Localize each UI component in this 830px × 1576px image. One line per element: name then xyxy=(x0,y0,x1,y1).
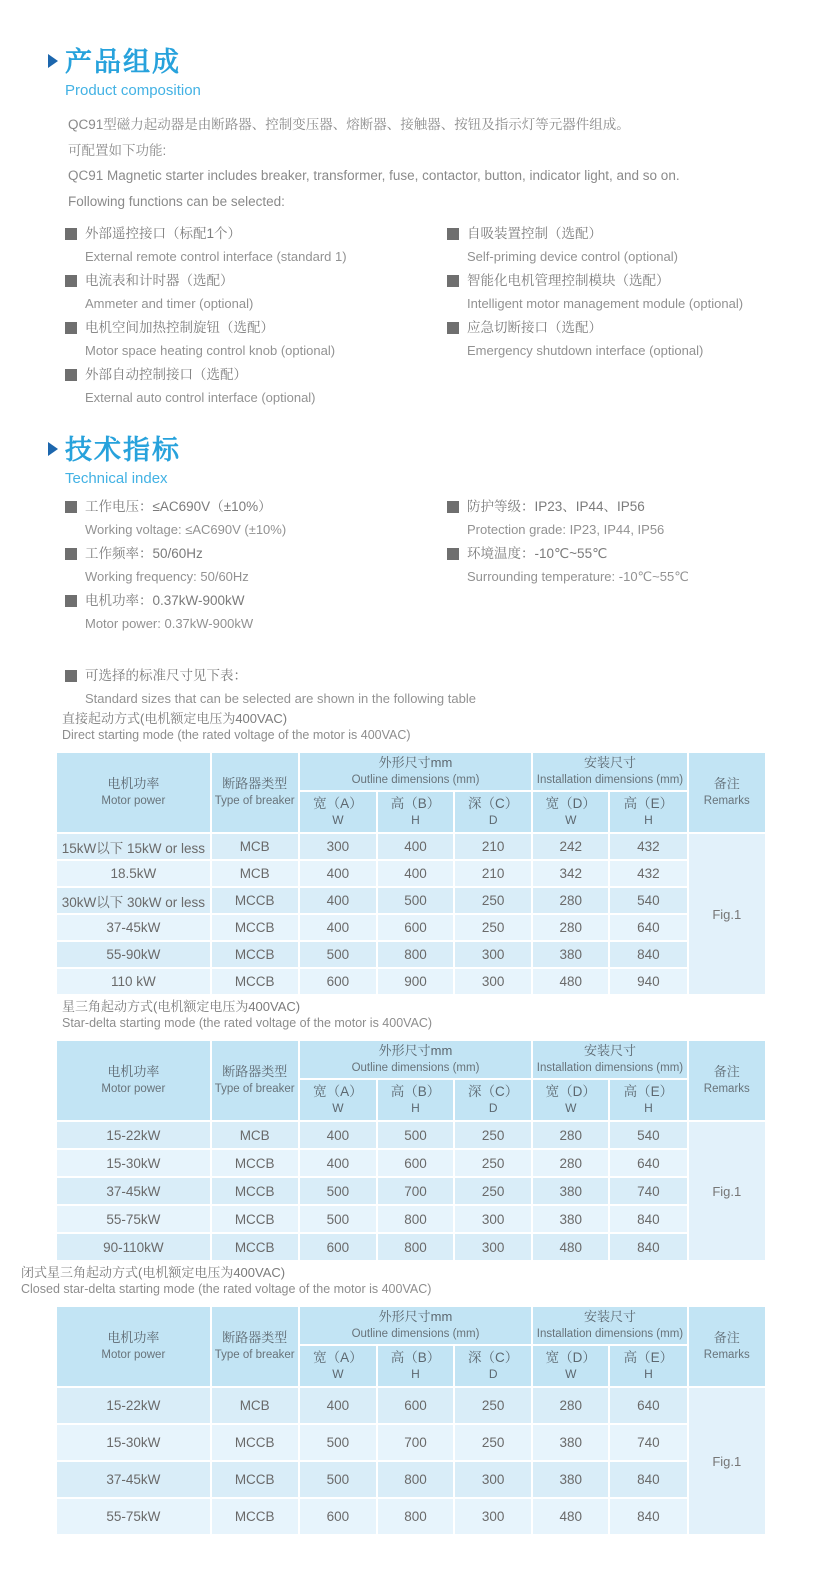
bullet-square-icon xyxy=(447,501,459,513)
cell-height-e: 640 xyxy=(610,1150,686,1176)
cell-width-d: 380 xyxy=(533,1425,608,1460)
col-header-breaker-type: 断路器类型 Type of breaker xyxy=(212,753,298,832)
spec-line-zh xyxy=(65,542,447,565)
cell-width-a: 600 xyxy=(300,1234,376,1260)
cell-height-e: 640 xyxy=(610,1388,686,1423)
col-header-dimension: 高（E） H xyxy=(610,792,686,832)
col-header-remarks: 备注 Remarks xyxy=(689,753,765,832)
closed-star-delta-table-block xyxy=(21,1264,770,1536)
bullet-square-icon xyxy=(447,322,459,334)
cell-height-e: 540 xyxy=(610,1122,686,1148)
feature-item xyxy=(65,316,447,362)
cell-depth-c: 300 xyxy=(455,1234,531,1260)
cell-width-d: 280 xyxy=(533,915,608,940)
feature-columns xyxy=(65,222,788,410)
cell-height-b: 800 xyxy=(378,942,453,967)
col-header-dimension: 高（B） H xyxy=(378,1346,453,1386)
spec-text-zh: 电机功率：0.37kW-900kW xyxy=(85,593,245,608)
cell-height-b: 500 xyxy=(378,1122,453,1148)
cell-width-d: 480 xyxy=(533,1499,608,1534)
cell-width-d: 380 xyxy=(533,1178,608,1204)
cell-width-a: 400 xyxy=(300,888,376,913)
features-right-list xyxy=(447,222,788,410)
table-title-zh: 直接起动方式(电机额定电压为400VAC) xyxy=(62,711,288,726)
cell-breaker-type: MCCB xyxy=(212,1150,298,1176)
spec-line-zh xyxy=(65,495,447,518)
col-header-motor-power: 电机功率 Motor power xyxy=(57,1307,210,1386)
col-group-outline-dimensions: 外形尺寸mm Outline dimensions (mm) xyxy=(300,753,532,790)
note-text-en: Standard sizes that can be selected are shown in the following table xyxy=(85,691,476,706)
cell-motor-power: 37-45kW xyxy=(57,1178,210,1204)
intro-paragraph-zh1: QC91型磁力起动器是由断路器、控制变压器、熔断器、接触器、按钮及指示灯等元器件组成。 xyxy=(68,117,630,132)
col-header-dimension: 深（C） D xyxy=(455,1080,531,1120)
cell-height-e: 940 xyxy=(610,969,686,994)
cell-motor-power: 15kW以下 15kW or less xyxy=(57,834,210,859)
cell-height-e: 432 xyxy=(610,834,686,859)
cell-breaker-type: MCB xyxy=(212,861,298,886)
section-title-zh: 产品组成 xyxy=(65,47,181,77)
spec-line-zh xyxy=(65,589,447,612)
table-title-en: Direct starting mode (the rated voltage of the motor is 400VAC) xyxy=(62,728,411,742)
cell-height-b: 500 xyxy=(378,888,453,913)
feature-item xyxy=(65,222,447,268)
cell-width-d: 342 xyxy=(533,861,608,886)
star-delta-table xyxy=(55,1039,770,1262)
spec-text-zh: 工作频率：50/60Hz xyxy=(85,546,203,561)
cell-width-a: 400 xyxy=(300,1122,376,1148)
direct-starting-table xyxy=(55,751,770,996)
cell-height-b: 800 xyxy=(378,1234,453,1260)
feature-text-zh: 电机空间加热控制旋钮（选配） xyxy=(85,320,274,335)
feature-text-zh: 应急切断接口（选配） xyxy=(467,320,602,335)
cell-height-b: 700 xyxy=(378,1178,453,1204)
table-row xyxy=(57,1206,765,1232)
cell-height-b: 400 xyxy=(378,834,453,859)
col-group-outline-dimensions: 外形尺寸mm Outline dimensions (mm) xyxy=(300,1307,532,1344)
cell-width-a: 400 xyxy=(300,1150,376,1176)
feature-item xyxy=(447,222,788,268)
cell-width-a: 400 xyxy=(300,1388,376,1423)
col-header-dimension: 高（E） H xyxy=(610,1080,686,1120)
col-header-breaker-type: 断路器类型 Type of breaker xyxy=(212,1041,298,1120)
cell-width-a: 500 xyxy=(300,1425,376,1460)
col-header-breaker-type: 断路器类型 Type of breaker xyxy=(212,1307,298,1386)
cell-motor-power: 110 kW xyxy=(57,969,210,994)
feature-line-zh xyxy=(65,269,447,292)
section-header xyxy=(48,428,788,467)
col-header-dimension: 高（B） H xyxy=(378,792,453,832)
cell-depth-c: 300 xyxy=(455,969,531,994)
cell-height-b: 600 xyxy=(378,1388,453,1423)
cell-depth-c: 210 xyxy=(455,834,531,859)
cell-height-b: 400 xyxy=(378,861,453,886)
bullet-square-icon xyxy=(65,548,77,560)
table-row xyxy=(57,1388,765,1423)
col-header-dimension: 宽（D） W xyxy=(533,1080,608,1120)
bullet-square-icon xyxy=(65,228,77,240)
table-row xyxy=(57,969,765,994)
feature-text-zh: 电流表和计时器（选配） xyxy=(85,273,234,288)
cell-height-b: 600 xyxy=(378,915,453,940)
cell-depth-c: 250 xyxy=(455,1150,531,1176)
cell-depth-c: 300 xyxy=(455,942,531,967)
cell-motor-power: 55-90kW xyxy=(57,942,210,967)
table-row xyxy=(57,1462,765,1497)
cell-height-e: 840 xyxy=(610,1234,686,1260)
col-header-motor-power: 电机功率 Motor power xyxy=(57,753,210,832)
cell-width-d: 280 xyxy=(533,1150,608,1176)
spec-table xyxy=(55,1039,767,1262)
feature-line-zh xyxy=(65,222,447,245)
feature-item xyxy=(447,269,788,315)
cell-width-d: 280 xyxy=(533,1388,608,1423)
bullet-square-icon xyxy=(65,670,77,682)
cell-width-d: 380 xyxy=(533,942,608,967)
spec-text-en: Working frequency: 50/60Hz xyxy=(85,569,249,584)
cell-width-d: 242 xyxy=(533,834,608,859)
bullet-square-icon xyxy=(65,369,77,381)
cell-height-e: 640 xyxy=(610,915,686,940)
cell-depth-c: 250 xyxy=(455,1425,531,1460)
cell-breaker-type: MCCB xyxy=(212,888,298,913)
cell-motor-power: 15-30kW xyxy=(57,1425,210,1460)
cell-breaker-type: MCCB xyxy=(212,1425,298,1460)
feature-line-zh xyxy=(65,316,447,339)
cell-width-a: 400 xyxy=(300,915,376,940)
spec-text-en: Surrounding temperature: -10℃~55℃ xyxy=(467,569,689,584)
col-header-remarks: 备注 Remarks xyxy=(689,1041,765,1120)
cell-height-e: 840 xyxy=(610,1499,686,1534)
spec-table xyxy=(55,751,767,996)
feature-text-zh: 外部遥控接口（标配1个） xyxy=(85,226,242,241)
cell-width-a: 500 xyxy=(300,1178,376,1204)
cell-height-e: 432 xyxy=(610,861,686,886)
cell-motor-power: 15-22kW xyxy=(57,1122,210,1148)
intro-paragraph-zh2: 可配置如下功能: xyxy=(68,142,167,158)
cell-width-a: 500 xyxy=(300,942,376,967)
spec-item xyxy=(65,495,447,541)
col-group-installation-dimensions: 安装尺寸 Installation dimensions (mm) xyxy=(533,1307,686,1344)
table-row xyxy=(57,1178,765,1204)
cell-breaker-type: MCB xyxy=(212,834,298,859)
feature-text-zh: 智能化电机管理控制模块（选配） xyxy=(467,273,670,288)
spec-line-zh xyxy=(447,542,788,565)
technical-index-section xyxy=(48,428,788,636)
bullet-square-icon xyxy=(65,275,77,287)
spec-text-en: Protection grade: IP23, IP44, IP56 xyxy=(467,522,665,537)
section-title-en: Technical index xyxy=(65,470,168,487)
feature-item xyxy=(447,316,788,362)
star-delta-table-block xyxy=(55,998,770,1262)
cell-height-b: 800 xyxy=(378,1462,453,1497)
col-header-motor-power: 电机功率 Motor power xyxy=(57,1041,210,1120)
feature-text-en: Motor space heating control knob (optional) xyxy=(85,343,336,358)
feature-text-en: External remote control interface (standard 1) xyxy=(85,249,347,264)
bullet-square-icon xyxy=(65,595,77,607)
cell-width-d: 380 xyxy=(533,1462,608,1497)
col-header-remarks: 备注 Remarks xyxy=(689,1307,765,1386)
specs-left-list xyxy=(65,495,447,636)
cell-width-a: 500 xyxy=(300,1206,376,1232)
table-row xyxy=(57,1150,765,1176)
feature-text-en: Ammeter and timer (optional) xyxy=(85,296,254,311)
bullet-square-icon xyxy=(447,548,459,560)
feature-text-en: Emergency shutdown interface (optional) xyxy=(467,343,704,358)
specs-right-list xyxy=(447,495,788,636)
cell-motor-power: 15-22kW xyxy=(57,1388,210,1423)
spec-text-en: Working voltage: ≤AC690V (±10%) xyxy=(85,522,287,537)
cell-remark: Fig.1 xyxy=(689,1122,765,1260)
col-header-dimension: 深（C） D xyxy=(455,792,531,832)
cell-remark: Fig.1 xyxy=(689,1388,765,1534)
cell-height-e: 840 xyxy=(610,1206,686,1232)
feature-item xyxy=(65,363,447,409)
feature-text-en: Self-priming device control (optional) xyxy=(467,249,678,264)
col-group-installation-dimensions: 安装尺寸 Installation dimensions (mm) xyxy=(533,1041,686,1078)
section-title-zh: 技术指标 xyxy=(65,435,181,465)
cell-depth-c: 210 xyxy=(455,861,531,886)
cell-width-d: 280 xyxy=(533,888,608,913)
direct-starting-table-block xyxy=(55,710,770,996)
spec-item xyxy=(65,589,447,635)
cell-depth-c: 250 xyxy=(455,1178,531,1204)
table-title-zh: 星三角起动方式(电机额定电压为400VAC) xyxy=(62,999,301,1014)
intro-paragraphs xyxy=(68,112,788,214)
feature-line-zh xyxy=(65,363,447,386)
cell-height-b: 600 xyxy=(378,1150,453,1176)
cell-height-e: 840 xyxy=(610,942,686,967)
product-composition-section xyxy=(48,40,788,410)
table-row xyxy=(57,1425,765,1460)
bullet-square-icon xyxy=(447,228,459,240)
table-row xyxy=(57,942,765,967)
standard-sizes-note xyxy=(65,664,476,710)
cell-breaker-type: MCCB xyxy=(212,969,298,994)
cell-breaker-type: MCCB xyxy=(212,1462,298,1497)
cell-width-a: 400 xyxy=(300,861,376,886)
cell-breaker-type: MCB xyxy=(212,1388,298,1423)
col-header-dimension: 深（C） D xyxy=(455,1346,531,1386)
cell-depth-c: 300 xyxy=(455,1462,531,1497)
feature-text-en: External auto control interface (optional) xyxy=(85,390,316,405)
cell-height-e: 740 xyxy=(610,1425,686,1460)
feature-line-zh xyxy=(447,269,788,292)
spec-text-zh: 工作电压：≤AC690V（±10%） xyxy=(85,499,272,514)
cell-width-a: 600 xyxy=(300,1499,376,1534)
features-left-list xyxy=(65,222,447,410)
spec-line-zh xyxy=(447,495,788,518)
col-header-dimension: 宽（A） W xyxy=(300,792,376,832)
table-row xyxy=(57,1499,765,1534)
cell-width-d: 280 xyxy=(533,1122,608,1148)
cell-motor-power: 30kW以下 30kW or less xyxy=(57,888,210,913)
spec-text-zh: 防护等级：IP23、IP44、IP56 xyxy=(467,499,645,514)
closed-star-delta-table xyxy=(55,1305,770,1536)
intro-paragraph-en2: Following functions can be selected: xyxy=(68,193,285,209)
spec-item xyxy=(447,542,788,588)
bullet-square-icon xyxy=(65,501,77,513)
cell-motor-power: 15-30kW xyxy=(57,1150,210,1176)
col-header-dimension: 宽（D） W xyxy=(533,1346,608,1386)
cell-width-d: 480 xyxy=(533,969,608,994)
bullet-square-icon xyxy=(65,322,77,334)
cell-height-b: 800 xyxy=(378,1499,453,1534)
table-title-en: Star-delta starting mode (the rated voltage of the motor is 400VAC) xyxy=(62,1016,433,1030)
table-title-zh: 闭式星三角起动方式(电机额定电压为400VAC) xyxy=(21,1265,286,1280)
cell-breaker-type: MCB xyxy=(212,1122,298,1148)
table-row xyxy=(57,1122,765,1148)
cell-height-b: 900 xyxy=(378,969,453,994)
cell-breaker-type: MCCB xyxy=(212,915,298,940)
note-text-zh: 可选择的标准尺寸见下表： xyxy=(85,668,247,683)
section-arrow-icon xyxy=(48,442,58,456)
table-row xyxy=(57,888,765,913)
table-row xyxy=(57,861,765,886)
col-header-dimension: 宽（A） W xyxy=(300,1346,376,1386)
spec-item xyxy=(447,495,788,541)
cell-motor-power: 55-75kW xyxy=(57,1499,210,1534)
spec-columns xyxy=(65,495,788,636)
spec-text-en: Motor power: 0.37kW-900kW xyxy=(85,616,254,631)
table-row xyxy=(57,915,765,940)
cell-breaker-type: MCCB xyxy=(212,1178,298,1204)
cell-breaker-type: MCCB xyxy=(212,1206,298,1232)
cell-breaker-type: MCCB xyxy=(212,942,298,967)
feature-item xyxy=(65,269,447,315)
cell-motor-power: 55-75kW xyxy=(57,1206,210,1232)
spec-table xyxy=(55,1305,767,1536)
col-group-outline-dimensions: 外形尺寸mm Outline dimensions (mm) xyxy=(300,1041,532,1078)
cell-breaker-type: MCCB xyxy=(212,1234,298,1260)
col-header-dimension: 高（E） H xyxy=(610,1346,686,1386)
note-line-zh xyxy=(65,664,476,687)
table-row xyxy=(57,1234,765,1260)
cell-motor-power: 18.5kW xyxy=(57,861,210,886)
feature-text-zh: 自吸装置控制（选配） xyxy=(467,226,602,241)
section-title-en: Product composition xyxy=(65,82,201,99)
cell-remark: Fig.1 xyxy=(689,834,765,994)
col-header-dimension: 宽（A） W xyxy=(300,1080,376,1120)
cell-width-a: 600 xyxy=(300,969,376,994)
cell-depth-c: 250 xyxy=(455,915,531,940)
cell-width-d: 380 xyxy=(533,1206,608,1232)
table-row xyxy=(57,834,765,859)
intro-paragraph-en1: QC91 Magnetic starter includes breaker, transformer, fuse, contactor, button, indicator light, and so on. xyxy=(68,168,680,183)
bullet-square-icon xyxy=(447,275,459,287)
section-arrow-icon xyxy=(48,54,58,68)
cell-width-a: 300 xyxy=(300,834,376,859)
cell-motor-power: 90-110kW xyxy=(57,1234,210,1260)
cell-depth-c: 250 xyxy=(455,1388,531,1423)
cell-height-e: 840 xyxy=(610,1462,686,1497)
col-group-installation-dimensions: 安装尺寸 Installation dimensions (mm) xyxy=(533,753,686,790)
cell-width-a: 500 xyxy=(300,1462,376,1497)
col-header-dimension: 宽（D） W xyxy=(533,792,608,832)
cell-height-b: 700 xyxy=(378,1425,453,1460)
cell-depth-c: 300 xyxy=(455,1206,531,1232)
feature-text-zh: 外部自动控制接口（选配） xyxy=(85,367,247,382)
cell-height-e: 540 xyxy=(610,888,686,913)
feature-line-zh xyxy=(447,316,788,339)
cell-motor-power: 37-45kW xyxy=(57,915,210,940)
cell-height-b: 800 xyxy=(378,1206,453,1232)
cell-depth-c: 250 xyxy=(455,888,531,913)
section-header xyxy=(48,40,788,79)
cell-motor-power: 37-45kW xyxy=(57,1462,210,1497)
cell-depth-c: 250 xyxy=(455,1122,531,1148)
col-header-dimension: 高（B） H xyxy=(378,1080,453,1120)
cell-depth-c: 300 xyxy=(455,1499,531,1534)
cell-breaker-type: MCCB xyxy=(212,1499,298,1534)
feature-text-en: Intelligent motor management module (optional) xyxy=(467,296,744,311)
spec-text-zh: 环境温度：-10℃~55℃ xyxy=(467,546,608,561)
cell-width-d: 480 xyxy=(533,1234,608,1260)
feature-line-zh xyxy=(447,222,788,245)
cell-height-e: 740 xyxy=(610,1178,686,1204)
table-title-en: Closed star-delta starting mode (the rated voltage of the motor is 400VAC) xyxy=(21,1282,432,1296)
spec-item xyxy=(65,542,447,588)
